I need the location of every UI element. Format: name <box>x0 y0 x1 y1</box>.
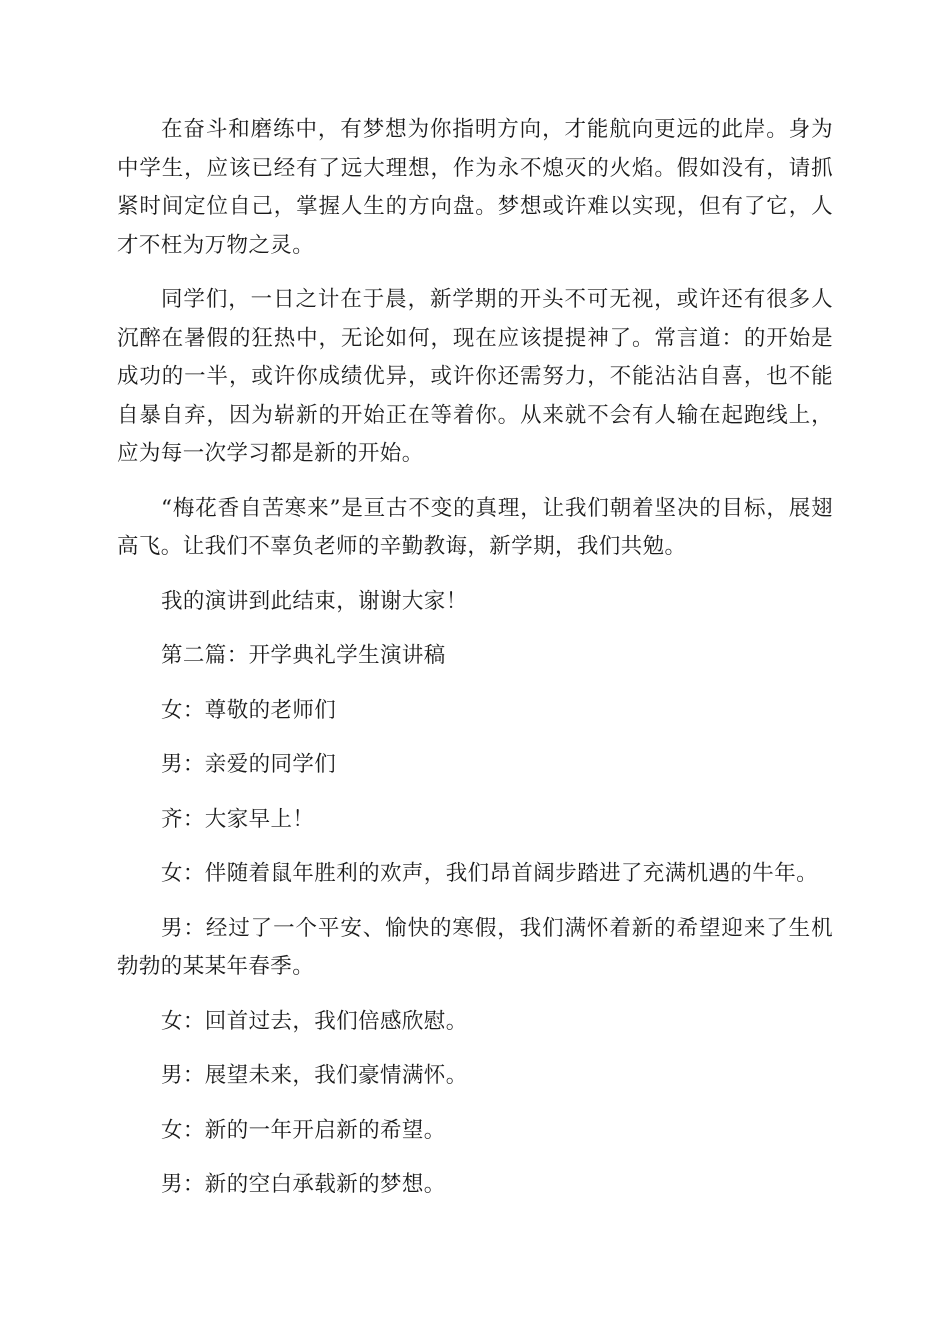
dialogue-line: 齐：大家早上！ <box>161 806 315 832</box>
dialogue-line: 男：展望未来，我们豪情满怀。 <box>161 1063 468 1088</box>
dialogue-line: 女：尊敬的老师们 <box>161 697 337 723</box>
paragraph-closing: 我的演讲到此结束，谢谢大家！ <box>161 588 468 614</box>
dialogue-line: 男：经过了一个平安、愉快的寒假，我们满怀着新的希望迎来了生机勃勃的某某年春季。 <box>117 915 833 979</box>
section-heading: 第二篇：开学典礼学生演讲稿 <box>161 643 446 668</box>
dialogue-line: 女：新的一年开启新的希望。 <box>161 1117 446 1143</box>
dialogue-line: 男：新的空白承载新的梦想。 <box>161 1172 446 1197</box>
dialogue-line: 女：伴随着鼠年胜利的欢声，我们昂首阔步踏进了充满机遇的牛年。 <box>161 861 819 886</box>
dialogue-line: 女：回首过去，我们倍感欣慰。 <box>161 1008 468 1034</box>
paragraph-plum-blossom: “梅花香自苦寒来”是亘古不变的真理，让我们朝着坚决的目标，展翅高飞。让我们不辜负老师的辛勤教诲，新学期，我们共勉。 <box>117 495 833 559</box>
paragraph-dream: 在奋斗和磨练中，有梦想为你指明方向，才能航向更远的此岸。身为中学生，应该已经有了远大理想，作为永不熄灭的火焰。假如没有，请抓紧时间定位自己，掌握人生的方向盘。梦想或许难以实现，但有了它，人才不枉为万物之灵。 <box>117 117 833 258</box>
document-body <box>117 111 833 1221</box>
paragraph-new-semester: 同学们，一日之计在于晨，新学期的开头不可无视，或许还有很多人沉醉在暑假的狂热中，无论如何，现在应该提提神了。常言道：的开始是成功的一半，或许你成绩优异，或许你还需努力，不能沾沾自喜，也不能自暴自弃，因为崭新的开始正在等着你。从来就不会有人输在起跑线上，应为每一次学习都是新的开始。 <box>117 287 833 466</box>
dialogue-line: 男：亲爱的同学们 <box>161 752 337 777</box>
